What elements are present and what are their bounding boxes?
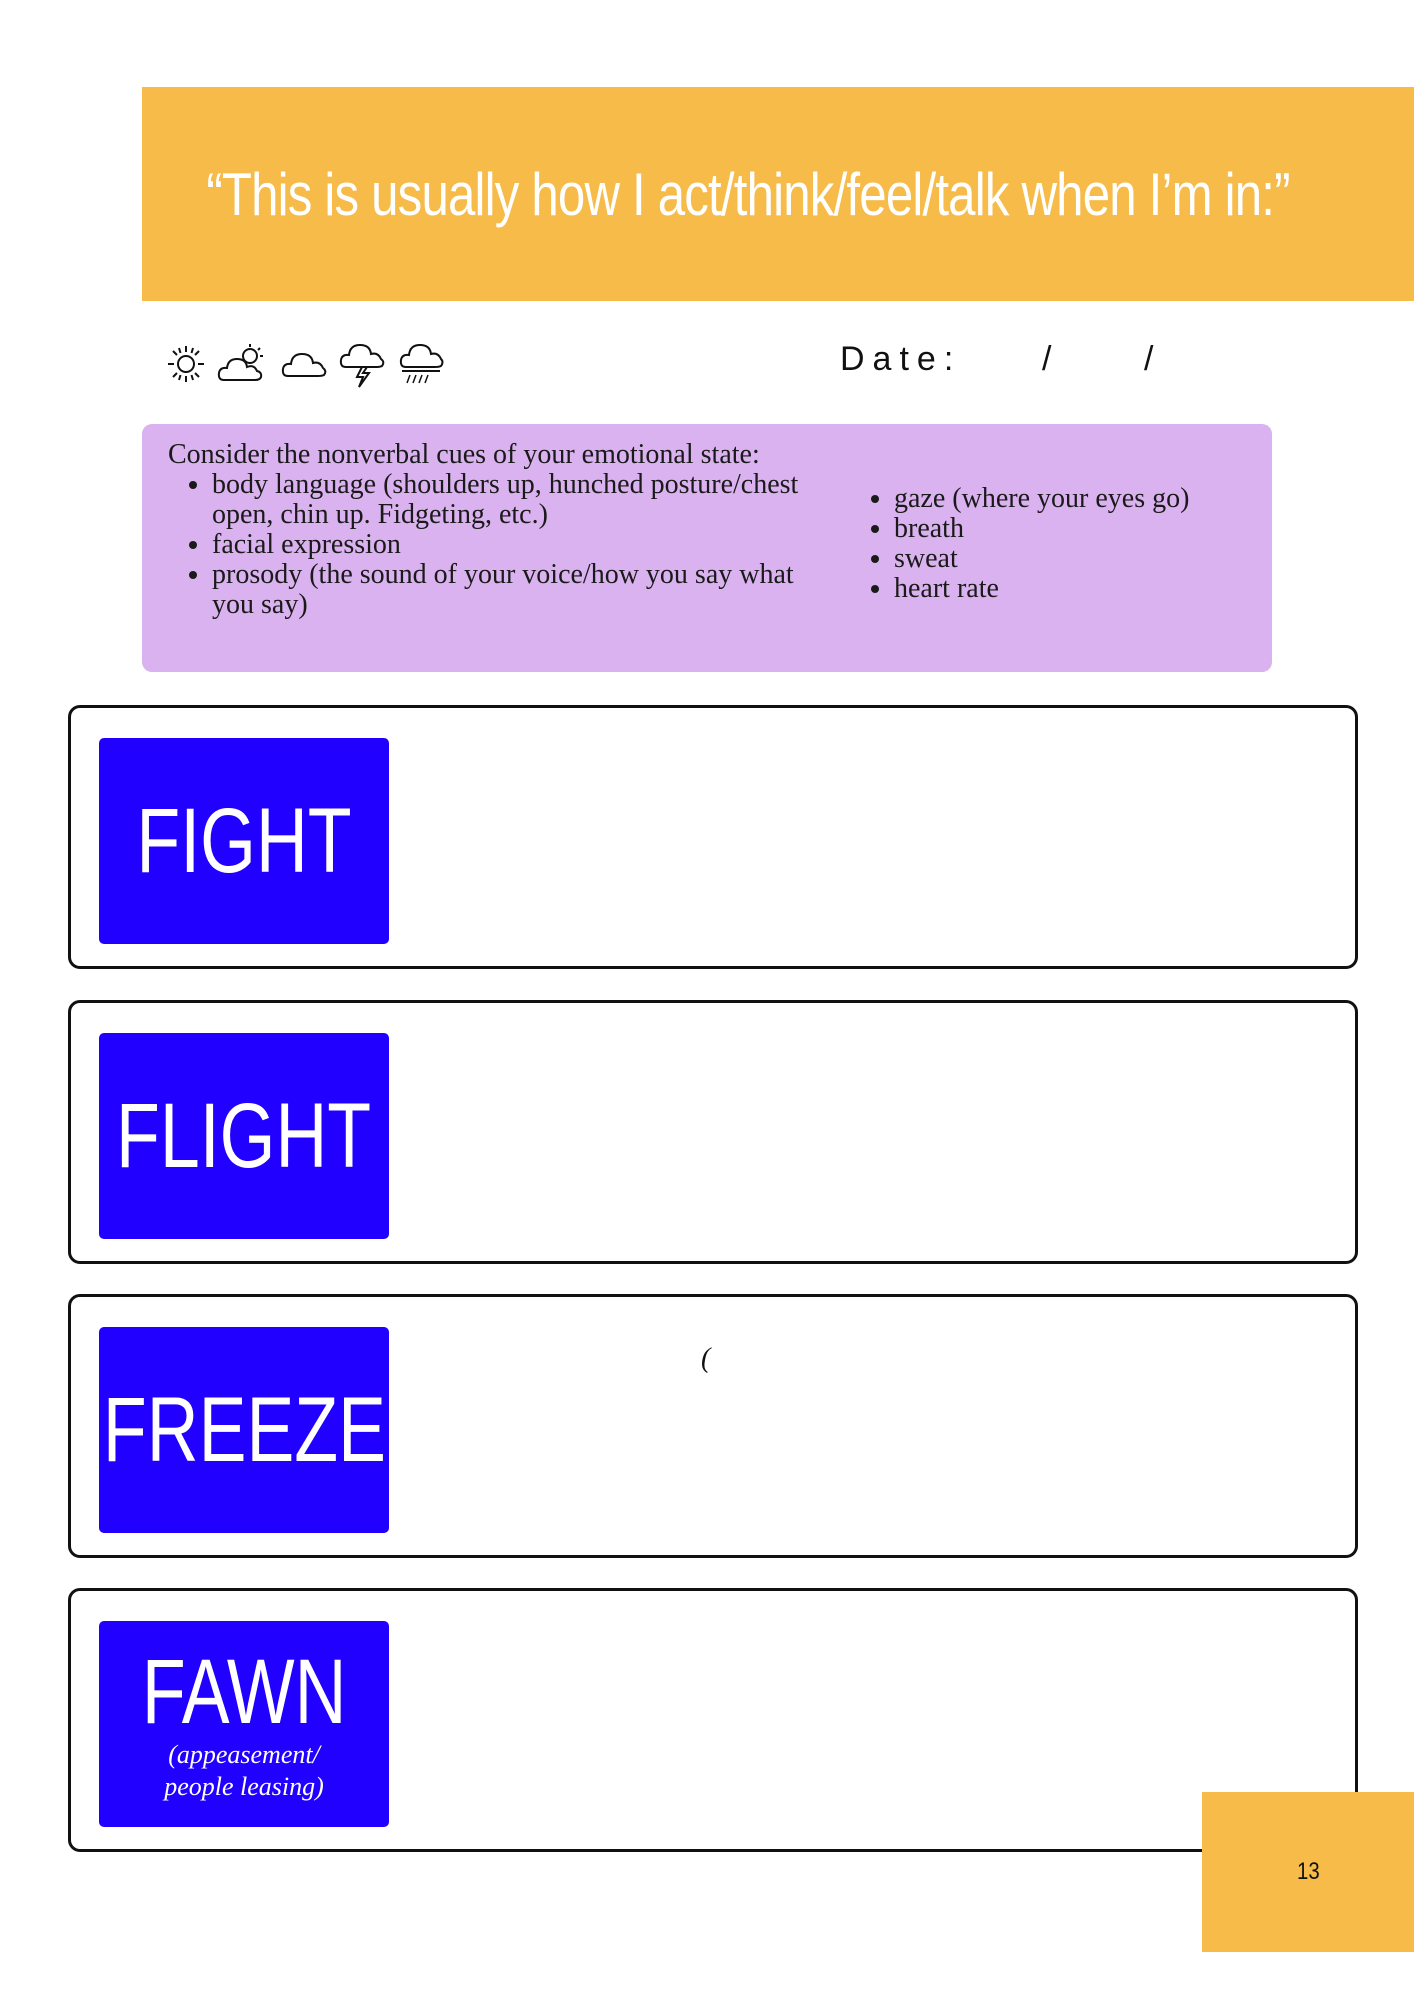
rain-icon	[398, 341, 444, 387]
list-item: • sweat	[894, 544, 1270, 574]
flight-label: FLIGHT	[116, 1085, 372, 1187]
date-label: Date:	[840, 340, 962, 378]
list-item: • facial expression	[212, 530, 828, 560]
fight-card[interactable]	[68, 705, 1358, 969]
page-number-box	[1202, 1792, 1414, 1952]
weather-icons	[166, 336, 444, 392]
flight-label-box	[99, 1033, 389, 1239]
date-separator: /	[1042, 340, 1052, 378]
fight-label: FIGHT	[136, 790, 352, 892]
storm-icon	[338, 339, 388, 389]
page-title: “This is usually how I act/think/feel/talk when I’m in:”	[206, 160, 1290, 228]
cues-list-left	[168, 470, 828, 620]
fawn-label-box	[99, 1621, 389, 1827]
date-separator: /	[1144, 340, 1154, 378]
cloud-icon	[280, 344, 328, 384]
nonverbal-cues-box	[142, 424, 1272, 672]
freeze-label-box	[99, 1327, 389, 1533]
page-number: 13	[1296, 1858, 1320, 1885]
freeze-label: FREEZE	[102, 1379, 386, 1481]
list-item: • body language (shoulders up, hunched posture/chest open, chin up. Fidgeting, etc.)	[212, 470, 828, 530]
fight-label-box	[99, 738, 389, 944]
list-item: • heart rate	[894, 574, 1270, 604]
header-band	[142, 87, 1414, 301]
stray-mark: (	[701, 1343, 711, 1374]
partly-cloudy-icon	[216, 342, 270, 386]
list-item: • gaze (where your eyes go)	[894, 484, 1270, 514]
freeze-card[interactable]	[68, 1294, 1358, 1558]
flight-card[interactable]	[68, 1000, 1358, 1264]
list-item: • prosody (the sound of your voice/how you say what you say)	[212, 560, 828, 620]
sun-icon	[166, 344, 206, 384]
fawn-subtitle-line2: people leasing)	[164, 1772, 324, 1801]
fawn-card[interactable]	[68, 1588, 1358, 1852]
cues-list-right	[850, 484, 1270, 604]
fawn-subtitle-line1: (appeasement/	[168, 1740, 320, 1769]
list-item: • breath	[894, 514, 1270, 544]
fawn-label: FAWN	[141, 1641, 347, 1743]
cues-intro: Consider the nonverbal cues of your emotional state:	[168, 439, 760, 470]
